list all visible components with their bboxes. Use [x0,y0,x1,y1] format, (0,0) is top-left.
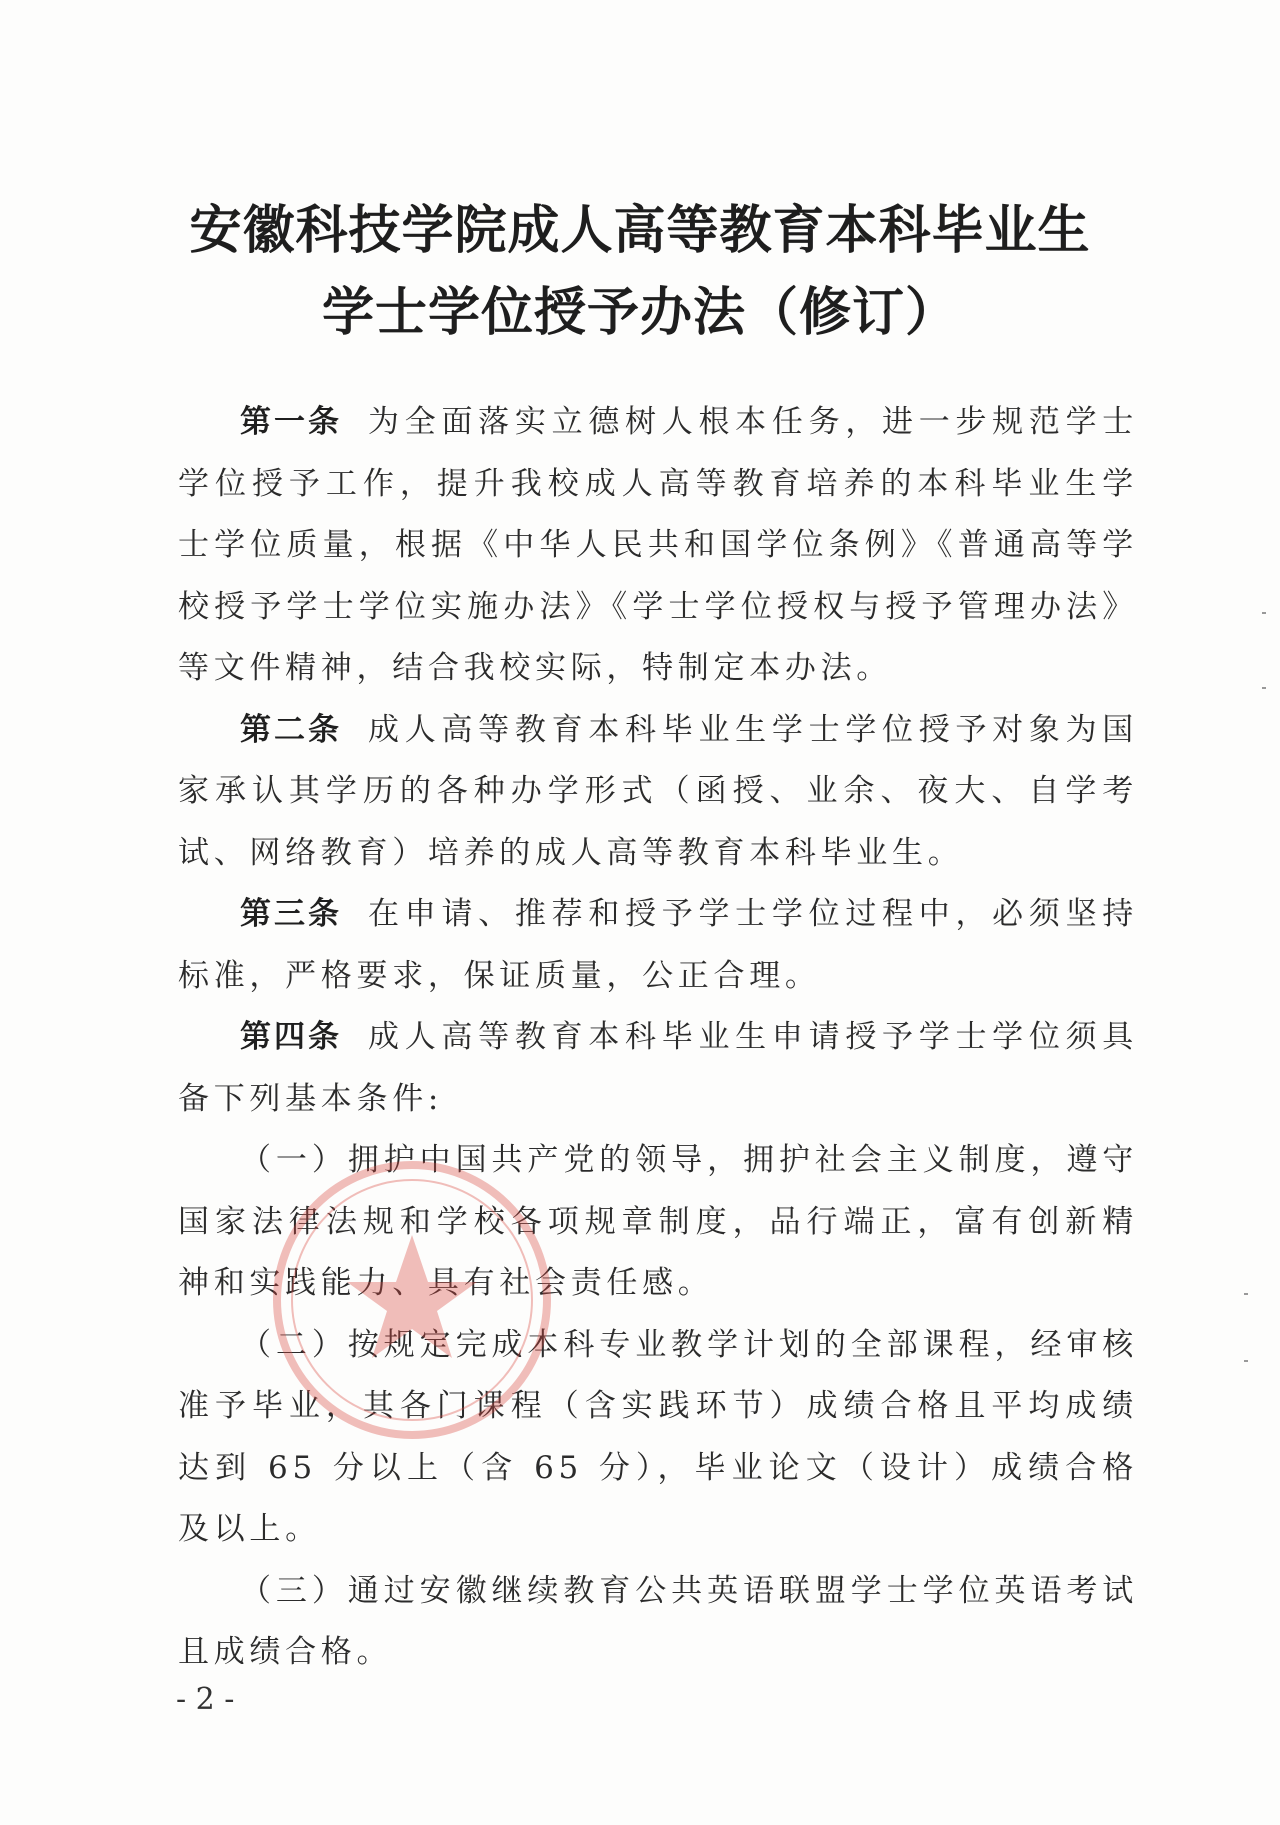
article-2 [178,700,1138,885]
condition-3: （三）通过安徽继续教育公共英语联盟学士学位英语考试且成绩合格。 [178,1572,1138,1670]
page-number: - 2 - [176,1682,235,1717]
scan-speck [1262,687,1266,689]
condition-2: （二）按规定完成本科专业教学计划的全部课程，经审核准予毕业，其各门课程（含实践环节）成绩合格且平均成绩达到 65 分以上（含 65 分），毕业论文（设计）成绩合格及以上。 [178,1326,1138,1547]
article-label: 第三条 [240,896,343,932]
document-body [178,392,1138,1684]
article-text: 成人高等教育本科毕业生学士学位授予对象为国家承认其学历的各种办学形式（函授、业余、夜大、自学考试、网络教育）培养的成人高等教育本科毕业生。 [178,711,1139,871]
document-title-line1: 安徽科技学院成人高等教育本科毕业生 [189,200,1091,261]
scan-speck [1244,1360,1248,1362]
article-3 [178,884,1138,1007]
scan-speck [1244,1293,1248,1295]
article-label: 第一条 [240,404,343,440]
article-text: 为全面落实立德树人根本任务，进一步规范学士学位授予工作，提升我校成人高等教育培养的本科毕业生学士学位质量，根据《中华人民共和国学位条例》《普通高等学校授予学士学位实施办法》《学士学位授权与授予管理办法》等文件精神，结合我校实际，特制定本办法。 [178,404,1139,686]
article-text: 成人高等教育本科毕业生申请授予学士学位须具备下列基本条件: [178,1019,1139,1117]
article-4 [178,1007,1138,1130]
article-1 [178,392,1138,700]
article-label: 第二条 [240,711,343,748]
document-title-line2: 学士学位授予办法（修订） [321,282,958,343]
condition-1: （一）拥护中国共产党的领导，拥护社会主义制度，遵守国家法律法规和学校各项规章制度，品行端正，富有创新精神和实践能力、具有社会责任感。 [178,1142,1138,1301]
scan-speck [1262,612,1266,614]
article-text: 在申请、推荐和授予学士学位过程中，必须坚持标准，严格要求，保证质量，公正合理。 [178,896,1139,994]
article-label: 第四条 [240,1019,343,1055]
